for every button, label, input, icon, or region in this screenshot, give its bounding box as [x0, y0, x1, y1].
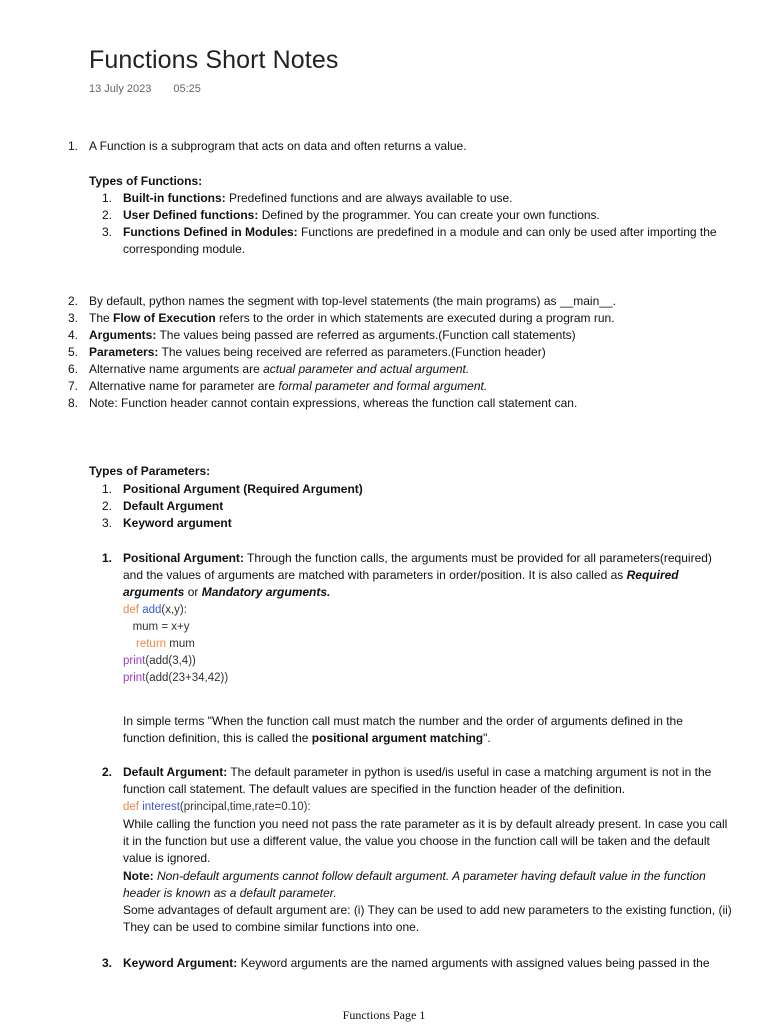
default-argument-text: Some advantages of default argument are: (i) They can be used to add new parameters to the existing function, (ii) — [123, 903, 732, 917]
default-argument-text: They can be used to combine similar functions into one. — [123, 920, 420, 934]
default-argument-note: Note: Non-default arguments cannot follow default argument. A parameter having default value in the function — [123, 869, 706, 883]
list-item: Alternative name for parameter are formal parameter and formal argument. — [89, 379, 488, 393]
list-item: Positional Argument (Required Argument) — [123, 482, 363, 496]
list-number: 1. — [101, 191, 112, 205]
list-number: 3. — [101, 956, 112, 970]
list-item: Built-in functions: Predefined functions and are always available to use. — [123, 191, 513, 205]
list-number: 2. — [101, 208, 112, 222]
list-number: 1. — [101, 551, 112, 565]
default-argument-text: it in the function but use a different value, the value you choose in the function call will be taken and the default — [123, 834, 710, 848]
list-item: Default Argument — [123, 499, 224, 513]
list-number: 3. — [101, 516, 112, 530]
list-item: A Function is a subprogram that acts on data and often returns a value. — [89, 139, 467, 153]
list-number: 8. — [67, 396, 78, 410]
keyword-argument-text: Keyword Argument: Keyword arguments are the named arguments with assigned values being passed in the — [123, 956, 710, 970]
list-number: 7. — [67, 379, 78, 393]
list-number: 4. — [67, 328, 78, 342]
positional-argument-text: Positional Argument: Through the function calls, the arguments must be provided for all parameters(required) — [123, 551, 712, 565]
default-argument-note: header is known as a default parameter. — [123, 886, 337, 900]
types-of-parameters-heading: Types of Parameters: — [89, 464, 211, 478]
list-item: Note: Function header cannot contain expressions, whereas the function call statement can. — [89, 396, 578, 410]
positional-argument-text: and the values of arguments are matched with parameters in order/position. It is also called as Required — [123, 568, 679, 582]
code-line: print(add(23+34,42)) — [123, 672, 229, 684]
list-number: 1. — [67, 139, 78, 153]
list-item: The Flow of Execution refers to the order in which statements are executed during a program run. — [89, 311, 615, 325]
note-time: 05:25 — [173, 83, 201, 95]
list-item: Alternative name arguments are actual parameter and actual argument. — [89, 362, 470, 376]
types-of-functions-heading: Types of Functions: — [89, 174, 203, 188]
list-number: 3. — [67, 311, 78, 325]
default-argument-text: While calling the function you need not pass the rate parameter as it is by default already present. In case you call — [123, 817, 728, 831]
list-number: 1. — [101, 482, 112, 496]
list-item: Parameters: The values being received are referred as parameters.(Function header) — [89, 345, 546, 359]
list-number: 5. — [67, 345, 78, 359]
list-number: 2. — [101, 765, 112, 779]
code-line: def interest(principal,time,rate=0.10): — [123, 801, 311, 813]
page-title: Functions Short Notes — [89, 46, 339, 74]
list-item: Arguments: The values being passed are referred as arguments.(Function call statements) — [89, 328, 576, 342]
list-item: Keyword argument — [123, 516, 232, 530]
list-number: 2. — [67, 294, 78, 308]
list-number: 3. — [101, 225, 112, 239]
list-item: By default, python names the segment with top-level statements (the main programs) as __main__. — [89, 294, 616, 308]
code-line: print(add(3,4)) — [123, 655, 196, 667]
default-argument-text: Default Argument: The default parameter in python is used/is useful in case a matching argument is not in the — [123, 765, 712, 779]
default-argument-text: function call statement. The default values are specified in the function header of the definition. — [123, 782, 626, 796]
list-item: User Defined functions: Defined by the programmer. You can create your own functions. — [123, 208, 600, 222]
list-item-continuation: corresponding module. — [123, 242, 246, 256]
code-line: mum = x+y — [123, 621, 190, 633]
note-metadata — [89, 83, 223, 95]
default-argument-text: value is ignored. — [123, 851, 211, 865]
positional-summary: In simple terms "When the function call must match the number and the order of arguments defined in the — [123, 714, 683, 728]
code-line: def add(x,y): — [123, 604, 187, 616]
list-item: Functions Defined in Modules: Functions are predefined in a module and can only be used after importing the — [123, 225, 717, 239]
note-date: 13 July 2023 — [89, 83, 152, 95]
positional-summary: function definition, this is called the positional argument matching". — [123, 731, 491, 745]
positional-argument-text: arguments or Mandatory arguments. — [123, 585, 331, 599]
list-number: 6. — [67, 362, 78, 376]
code-line: return mum — [136, 638, 195, 650]
list-number: 2. — [101, 499, 112, 513]
page-footer: Functions Page 1 — [342, 1008, 426, 1022]
